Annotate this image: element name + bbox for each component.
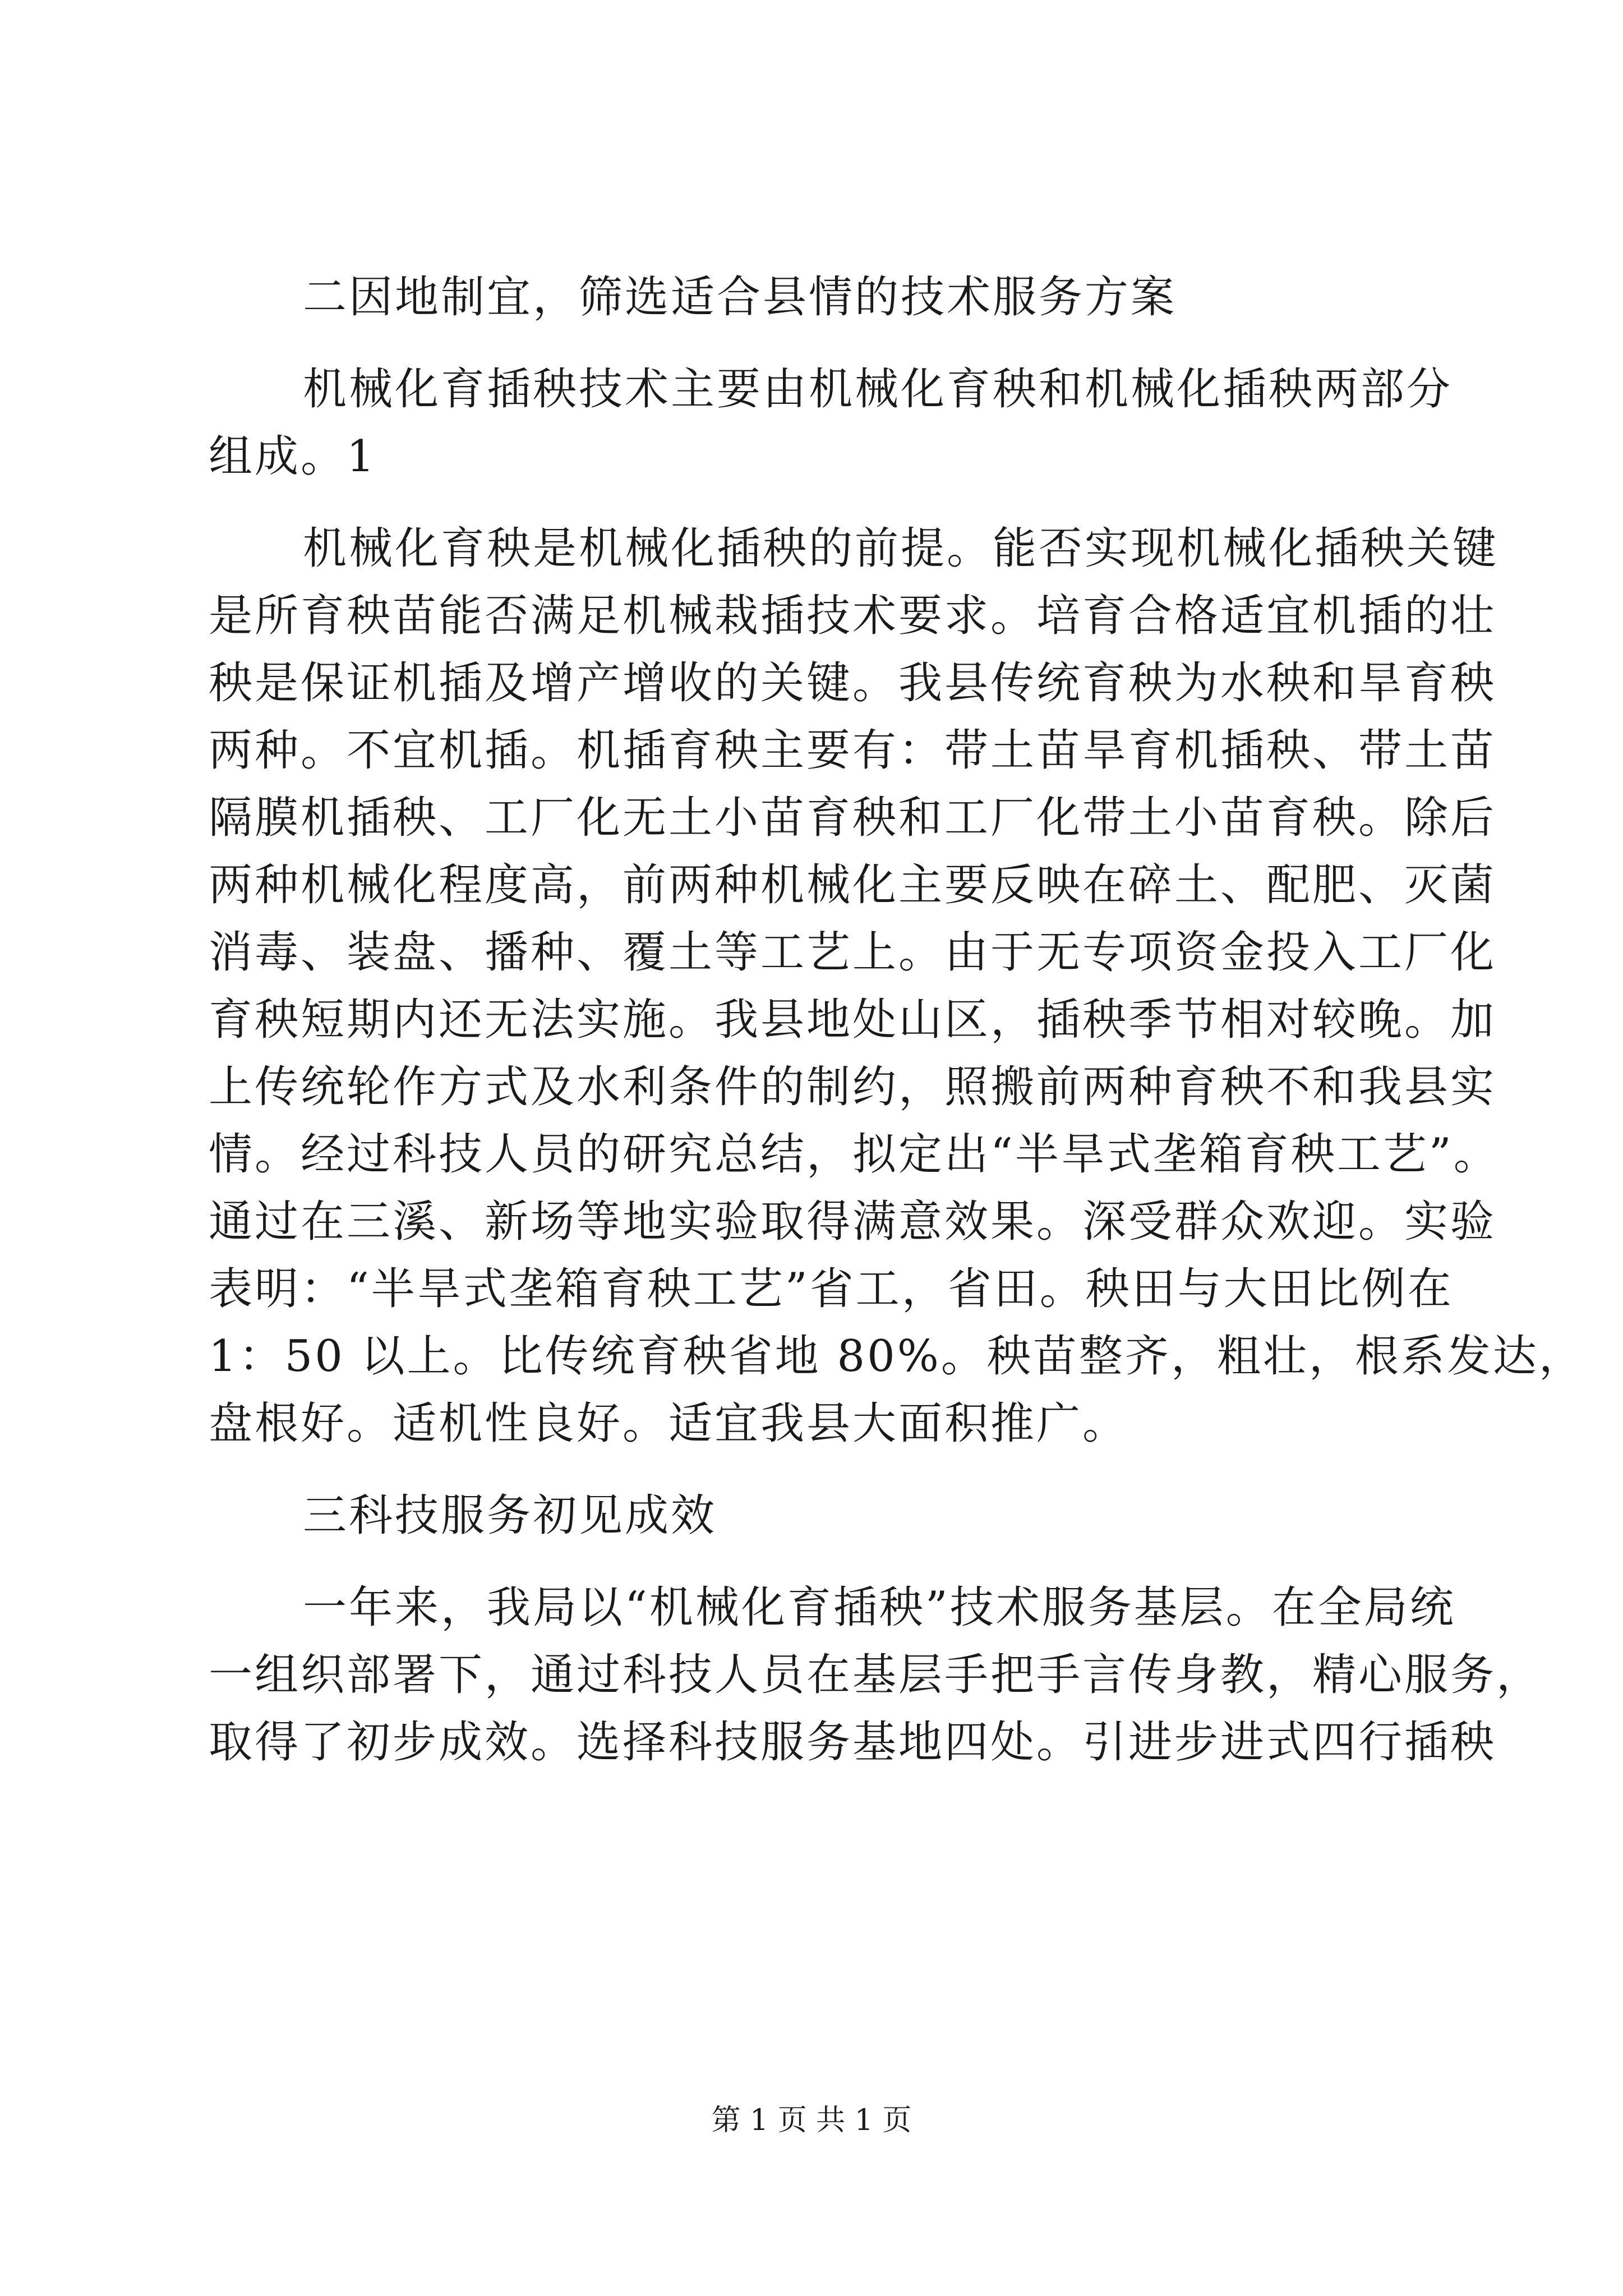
- section-heading-2: 二因地制宜，筛选适合县情的技术服务方案: [303, 272, 1177, 323]
- paragraph-1-line-2: 组成。1: [209, 431, 377, 482]
- paragraph-2-line-5: 隔膜机插秧、工厂化无土小苗育秧和工厂化带土小苗育秧。除后: [209, 793, 1497, 843]
- paragraph-2-line-1: 机械化育秧是机械化插秧的前提。能否实现机械化插秧关键: [303, 523, 1499, 574]
- document-body: [209, 264, 1585, 1776]
- section-heading-3: 三科技服务初见成效: [303, 1490, 717, 1541]
- paragraph-2-line-2: 是所育秧苗能否满足机械栽插技术要求。培育合格适宜机插的壮: [209, 591, 1497, 641]
- paragraph-2-line-10: 情。经过科技人员的研究总结，拟定出“半旱式垄箱育秧工艺”。: [209, 1129, 1500, 1180]
- paragraph-2-line-12: 表明：“半旱式垄箱育秧工艺”省工，省田。秧田与大田比例在: [209, 1264, 1454, 1314]
- paragraph-3-line-2: 一组织部署下，通过科技人员在基层手把手言传身教，精心服务，: [209, 1650, 1543, 1700]
- paragraph-2-line-8: 育秧短期内还无法实施。我县地处山区，插秧季节相对较晚。加: [209, 995, 1497, 1045]
- paragraph-2-line-3: 秧是保证机插及增产增收的关键。我县传统育秧为水秧和旱育秧: [209, 658, 1497, 708]
- paragraph-2-line-11: 通过在三溪、新场等地实验取得满意效果。深受群众欢迎。实验: [209, 1197, 1497, 1247]
- paragraph-3-line-1: 一年来，我局以“机械化育插秧”技术服务基层。在全局统: [303, 1582, 1456, 1633]
- paragraph-3-line-3: 取得了初步成效。选择科技服务基地四处。引进步进式四行插秧: [209, 1717, 1497, 1768]
- page-footer: 第 1 页 共 1 页: [711, 2104, 912, 2137]
- paragraph-2-line-7: 消毒、装盘、播种、覆土等工艺上。由于无专项资金投入工厂化: [209, 927, 1497, 978]
- paragraph-2-line-9: 上传统轮作方式及水利条件的制约，照搬前两种育秧不和我县实: [209, 1062, 1497, 1112]
- paragraph-2-line-13: 1：50 以上。比传统育秧省地 80%。秧苗整齐，粗壮，根系发达，: [209, 1331, 1585, 1382]
- paragraph-2-line-4: 两种。不宜机插。机插育秧主要有：带土苗旱育机插秧、带土苗: [209, 725, 1497, 776]
- paragraph-2-line-14: 盘根好。适机性良好。适宜我县大面积推广。: [209, 1398, 1129, 1449]
- paragraph-1-line-1: 机械化育插秧技术主要由机械化育秧和机械化插秧两部分: [303, 364, 1453, 415]
- paragraph-2-line-6: 两种机械化程度高，前两种机械化主要反映在碎土、配肥、灭菌: [209, 860, 1497, 910]
